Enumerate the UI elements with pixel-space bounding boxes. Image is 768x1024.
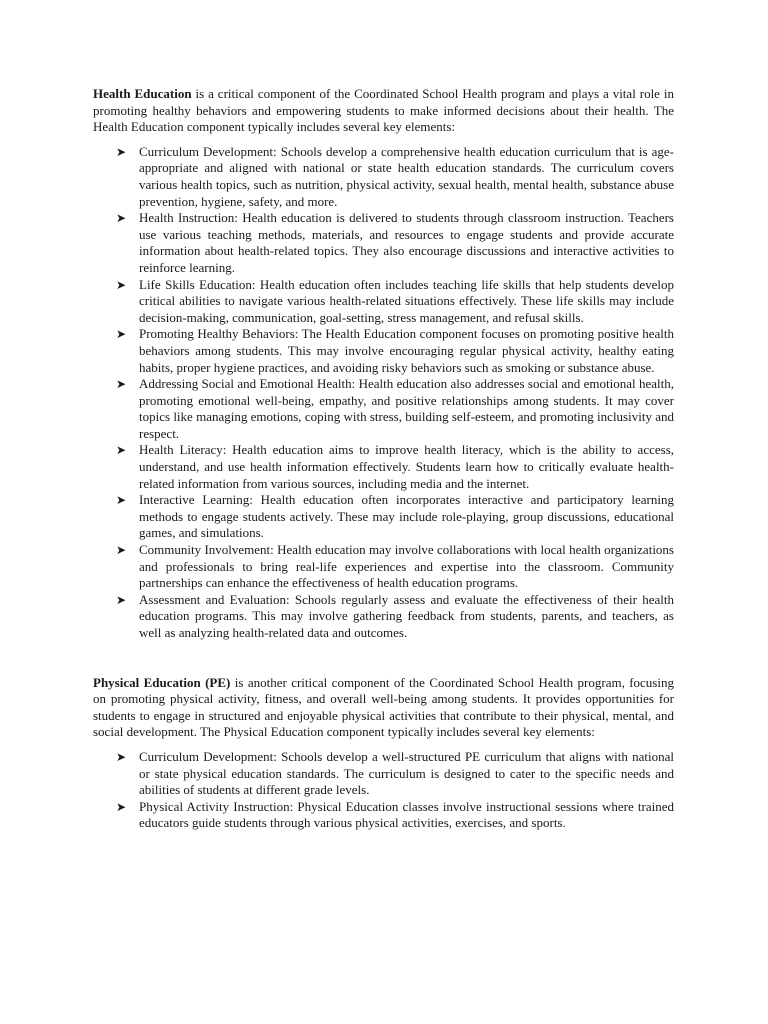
section-spacer <box>93 642 674 675</box>
health-education-heading: Health Education <box>93 86 192 101</box>
arrowhead-bullet-icon: ➤ <box>116 144 127 159</box>
arrowhead-bullet-icon: ➤ <box>116 543 127 558</box>
arrowhead-bullet-icon: ➤ <box>116 327 127 342</box>
list-item <box>116 591 674 642</box>
list-item <box>116 748 674 799</box>
list-item-text: Assessment and Evaluation: Schools regularly assess and evaluate the effectiveness of their health education programs. This may involve gathering feedback from students, parents, and teachers, as well as analyzing health-related data and outcomes. <box>139 591 674 640</box>
physical-education-intro-text: is another critical component of the Coordinated School Health program, focusing on promoting physical activity, fitness, and overall well-being among students. It provides opportunities for students to engage in structured and enjoyable physical activities that contribute to their physical, mental, and social development. The Physical Education component typically includes several key elements: <box>93 674 674 740</box>
physical-education-heading: Physical Education (PE) <box>93 674 231 690</box>
health-education-list <box>93 144 674 642</box>
list-item-text: Interactive Learning: Health education often incorporates interactive and participatory learning methods to engage students actively. These may include role-playing, group discussions, educational games, and simulations. <box>139 492 674 541</box>
document-page <box>93 86 674 832</box>
arrowhead-bullet-icon: ➤ <box>116 799 127 814</box>
physical-education-intro <box>93 675 674 741</box>
list-item <box>116 210 674 276</box>
health-education-intro <box>93 86 674 136</box>
list-item <box>116 798 674 832</box>
arrowhead-bullet-icon: ➤ <box>116 211 127 226</box>
arrowhead-bullet-icon: ➤ <box>116 493 127 508</box>
list-item <box>116 276 674 327</box>
physical-education-list <box>93 749 674 832</box>
arrowhead-bullet-icon: ➤ <box>116 377 127 392</box>
arrowhead-bullet-icon: ➤ <box>116 443 127 458</box>
list-item-text: Curriculum Development: Schools develop a well-structured PE curriculum that aligns with national or state physical education standards. The curriculum is designed to cater to the specific needs and abilities of students at different grade levels. <box>139 748 674 798</box>
list-item-text: Health Instruction: Health education is delivered to students through classroom instruction. Teachers use various teaching methods, materials, and resources to engage students and provide accurate information about health-related topics. They also encourage discussions and interactive activities to reinforce learning. <box>139 210 674 275</box>
list-item-text: Addressing Social and Emotional Health: Health education also addresses social and emotional health, promoting emotional well-being, empathy, and positive relationships among students. It may cover topics like managing emotions, coping with stress, building self-esteem, and promoting inclusivity and respect. <box>139 376 674 441</box>
list-item-text: Physical Activity Instruction: Physical Education classes involve instructional sessions where trained educators guide students through various physical activities, exercises, and sports. <box>139 798 674 831</box>
list-item <box>116 442 674 492</box>
list-item <box>116 492 674 542</box>
list-item <box>116 376 674 442</box>
list-item-text: Promoting Healthy Behaviors: The Health Education component focuses on promoting positive health behaviors among students. This may involve encouraging regular physical activity, healthy eating habits, proper hygiene practices, and avoiding risky behaviors such as smoking or substance abuse. <box>139 326 674 375</box>
health-education-intro-text: is a critical component of the Coordinated School Health program and plays a vital role in promoting healthy behaviors and empowering students to make informed decisions about their health. The Health Education component typically includes several key elements: <box>93 86 674 135</box>
list-item <box>116 143 674 210</box>
list-item <box>116 542 674 592</box>
list-item-text: Life Skills Education: Health education often includes teaching life skills that help students develop critical abilities to navigate various health-related situations effectively. These life skills may include decision-making, communication, goal-setting, stress management, and refusal skills. <box>139 276 674 325</box>
arrowhead-bullet-icon: ➤ <box>116 277 127 292</box>
list-item <box>116 326 674 376</box>
list-item-text: Community Involvement: Health education may involve collaborations with local health organizations and professionals to bring real-life experiences and expertise into the classroom. Community partnerships can enhance the effectiveness of health education programs. <box>139 542 674 591</box>
arrowhead-bullet-icon: ➤ <box>116 749 127 764</box>
list-item-text: Health Literacy: Health education aims to improve health literacy, which is the ability to access, understand, and use health information effectively. Students learn how to critically evaluate health-related information from various sources, including media and the internet. <box>139 442 674 491</box>
list-item-text: Curriculum Development: Schools develop a comprehensive health education curriculum that is age-appropriate and aligned with national or state health education standards. The curriculum covers various health topics, such as nutrition, physical activity, sexual health, mental health, substance abuse prevention, hygiene, safety, and more. <box>139 143 674 209</box>
arrowhead-bullet-icon: ➤ <box>116 592 127 607</box>
